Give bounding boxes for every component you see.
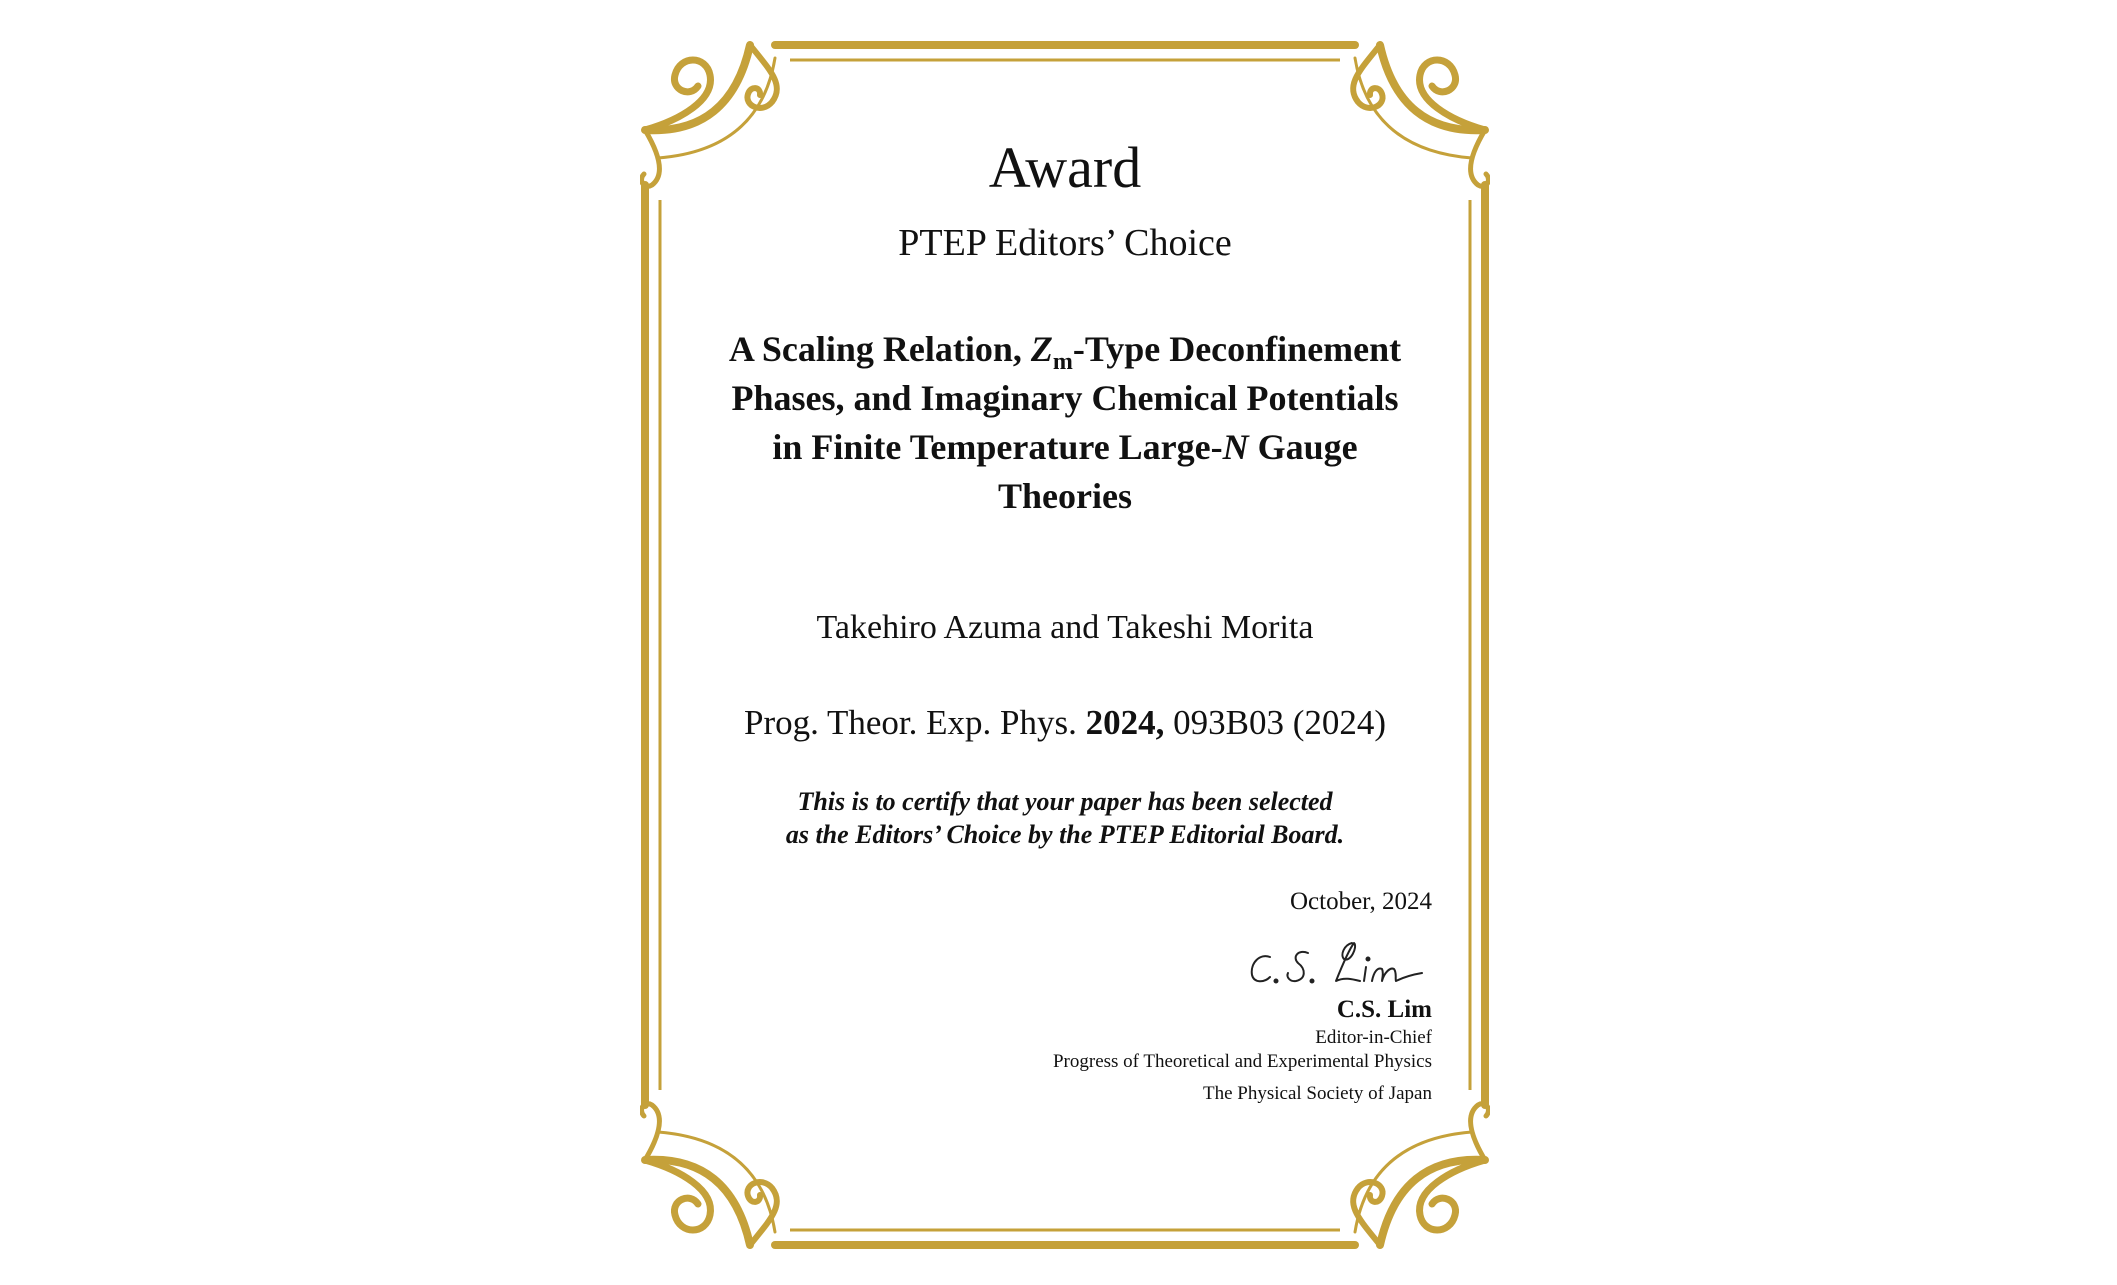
signer-society: The Physical Society of Japan xyxy=(1202,1083,1432,1104)
certification-line-1: This is to certify that your paper has been selected xyxy=(797,787,1333,816)
paper-title xyxy=(675,325,1455,521)
paper-title-line-2: Phases, and Imaginary Chemical Potentials xyxy=(731,378,1399,418)
paper-title-line-1 xyxy=(675,325,1455,374)
signer-role: Editor-in-Chief xyxy=(1315,1027,1432,1048)
certificate-content xyxy=(640,40,1490,1250)
citation-article-number: 093B03 (2024) xyxy=(1164,703,1386,742)
paper-title-subscript-m: m xyxy=(1052,349,1073,375)
paper-title-segment: -Type Deconfinement xyxy=(1072,329,1402,369)
award-certificate xyxy=(640,40,1490,1250)
award-subtitle: PTEP Editors’ Choice xyxy=(898,222,1232,264)
citation-journal: Prog. Theor. Exp. Phys. xyxy=(744,703,1086,742)
paper-title-segment: Gauge xyxy=(1248,427,1358,467)
paper-title-line-4: Theories xyxy=(998,476,1132,516)
certification-line-2: as the Editors’ Choice by the PTEP Editorial Board. xyxy=(785,820,1345,849)
paper-title-segment: in Finite Temperature Large- xyxy=(772,427,1223,467)
certification-statement xyxy=(690,785,1440,851)
award-title: Award xyxy=(988,135,1142,200)
paper-title-segment: A Scaling Relation, xyxy=(728,329,1031,369)
signer-name: C.S. Lim xyxy=(1336,996,1432,1023)
paper-title-line-3 xyxy=(675,423,1455,472)
paper-title-symbol-n: N xyxy=(1222,427,1249,467)
issue-date: October, 2024 xyxy=(1289,888,1432,915)
paper-title-symbol-z: Z xyxy=(1030,329,1053,369)
paper-authors: Takehiro Azuma and Takeshi Morita xyxy=(816,609,1314,646)
citation-volume: 2024, xyxy=(1085,703,1165,742)
signer-journal: Progress of Theoretical and Experimental Physics xyxy=(1052,1051,1432,1072)
handwritten-signature xyxy=(1240,925,1440,995)
paper-citation xyxy=(690,701,1440,745)
